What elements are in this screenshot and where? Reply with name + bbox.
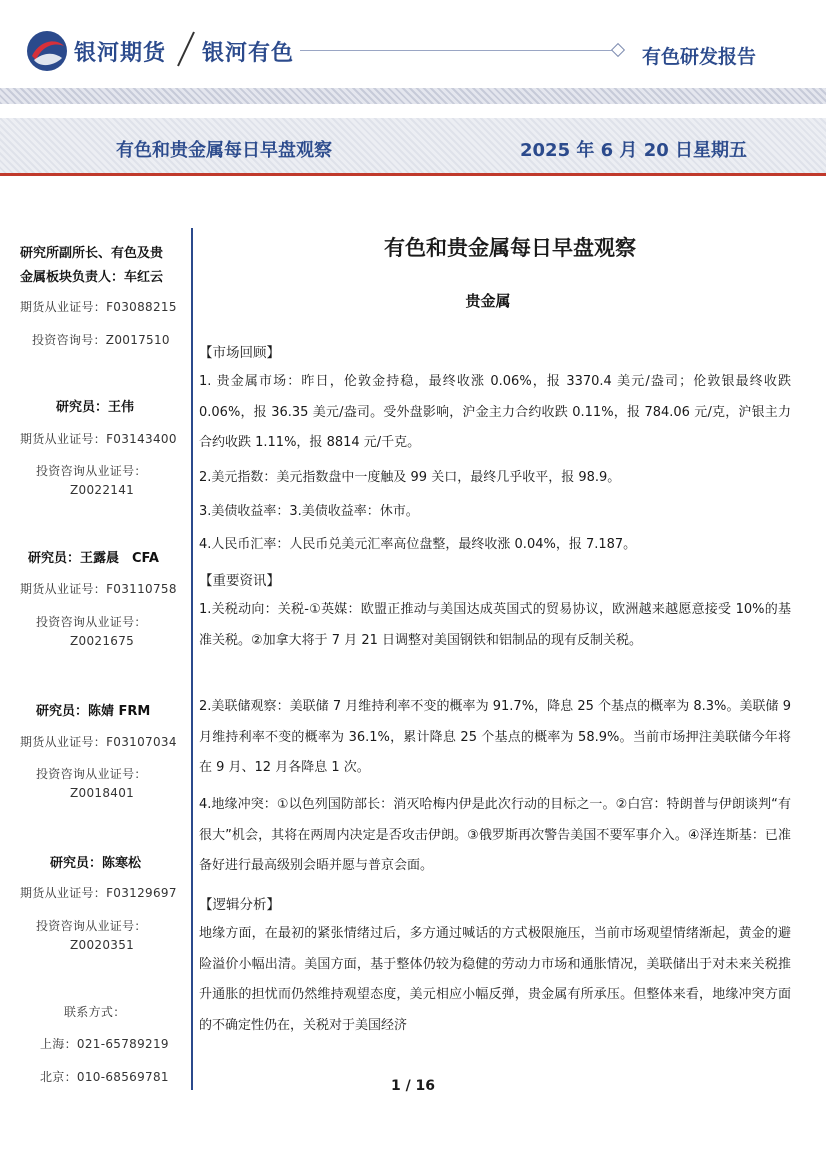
contact-label: 联系方式： bbox=[64, 1005, 126, 1019]
banner-title: 有色和贵金属每日早盘观察 bbox=[116, 140, 332, 161]
analyst-name: 研究员：王露晨 CFA bbox=[28, 551, 159, 566]
contact-shanghai: 上海：021-65789219 bbox=[40, 1037, 169, 1051]
analyst-name: 研究员：陈寒松 bbox=[50, 856, 142, 871]
review-item: 2.美元指数：美元指数盘中一度触及 99 关口，最终几乎收平，报 98.9。 bbox=[199, 470, 621, 485]
analyst-advisory-license-label: 投资咨询从业证号： bbox=[36, 615, 147, 629]
news-item: 4.地缘冲突：①以色列国防部长：消灭哈梅内伊是此次行动的目标之一。②白宫：特朗普与伊朗谈判“有很大”机会，其将在两周内决定是否攻击伊朗。③俄罗斯再次警告美国不要军事介入。④泽连斯基：已准备好进行最高级别会晤并愿与普京会面。 bbox=[199, 797, 791, 873]
section-subtitle: 贵金属 bbox=[465, 292, 511, 310]
analyst-name: 研究员：王伟 bbox=[56, 400, 135, 415]
review-item: 4.人民币汇率：人民币兑美元汇率高位盘整，最终收涨 0.04%，报 7.187。 bbox=[199, 537, 637, 552]
review-item: 1. 贵金属市场：昨日，伦敦金持稳，最终收涨 0.06%，报 3370.4 美元/盎司；伦敦银最终收跌 0.06%，报 36.35 美元/盎司。受外盘影响，沪金主力合约收跌 0.11%，报 784.06 元/克，沪银主力合约收跌 1.11%，报 8814 元/千克。 bbox=[199, 374, 791, 450]
analyst-advisory-license-label: 投资咨询从业证号： bbox=[36, 767, 147, 781]
diamond-icon bbox=[611, 43, 625, 57]
analyst-advisory-license-code: Z0021675 bbox=[70, 634, 135, 648]
header-stripe-band bbox=[0, 88, 826, 104]
lead-role-line1: 研究所副所长、有色及贵 bbox=[20, 246, 164, 261]
document-title: 有色和贵金属每日早盘观察 bbox=[384, 236, 636, 260]
lead-futures-license: 期货从业证号：F03088215 bbox=[20, 300, 177, 314]
analyst-futures-license: 期货从业证号：F03129697 bbox=[20, 886, 177, 900]
banner-red-rule bbox=[0, 173, 826, 176]
sidebar-divider bbox=[191, 228, 193, 1090]
review-item: 3.美债收益率：3.美债收益率：休市。 bbox=[199, 504, 419, 519]
analyst-futures-license: 期货从业证号：F03143400 bbox=[20, 432, 177, 446]
analyst-name: 研究员：陈婧 FRM bbox=[36, 704, 151, 719]
lead-role-line2: 金属板块负责人：车红云 bbox=[20, 270, 164, 285]
banner-date: 2025 年 6 月 20 日星期五 bbox=[520, 140, 748, 161]
analyst-futures-license: 期货从业证号：F03110758 bbox=[20, 582, 177, 596]
analyst-advisory-license-code: Z0022141 bbox=[70, 483, 135, 497]
analyst-advisory-license-label: 投资咨询从业证号： bbox=[36, 919, 147, 933]
section-heading-review: 【市场回顾】 bbox=[199, 345, 280, 361]
logic-analysis-text: 地缘方面，在最初的紧张情绪过后，多方通过喊话的方式极限施压，当前市场观望情绪渐起，黄金的避险溢价小幅出清。美国方面，基于整体仍较为稳健的劳动力市场和通胀情况，美联储出于对未来关税推升通胀的担忧而仍然维持观望态度，美元相应小幅反弹，贵金属有所承压。但整体来看，地缘冲突方面的不确定性仍在，关税对于美国经济 bbox=[199, 926, 791, 1033]
contact-beijing: 北京：010-68569781 bbox=[40, 1070, 169, 1084]
header-slash-divider bbox=[174, 30, 198, 68]
news-item: 1.关税动向：关税-①英媒：欧盟正推动与美国达成英国式的贸易协议，欧洲越来越愿意接受 10%的基准关税。②加拿大将于 7 月 21 日调整对美国钢铁和铝制品的现有反制关税。 bbox=[199, 602, 791, 648]
news-item: 2.美联储观察：美联储 7 月维持利率不变的概率为 91.7%，降息 25 个基点的概率为 8.3%。美联储 9 月维持利率不变的概率为 36.1%，累计降息 25 个基点的概率为 58.9%。当前市场押注美联储今年将在 9 月、12 月各降息 1 次。 bbox=[199, 699, 791, 775]
galaxy-futures-logo-icon bbox=[26, 30, 68, 72]
section-heading-logic: 【逻辑分析】 bbox=[199, 897, 280, 913]
report-type: 有色研发报告 bbox=[642, 46, 757, 68]
lead-advisory-license: 投资咨询号：Z0017510 bbox=[32, 333, 170, 347]
analyst-futures-license: 期货从业证号：F03107034 bbox=[20, 735, 177, 749]
division-name: 银河有色 bbox=[202, 41, 295, 66]
analyst-advisory-license-label: 投资咨询从业证号： bbox=[36, 464, 147, 478]
analyst-advisory-license-code: Z0018401 bbox=[70, 786, 135, 800]
analyst-advisory-license-code: Z0020351 bbox=[70, 938, 135, 952]
brand-name: 银河期货 bbox=[74, 41, 167, 66]
page-number: 1 / 16 bbox=[390, 1078, 436, 1094]
section-heading-news: 【重要资讯】 bbox=[199, 573, 280, 589]
header-rule bbox=[300, 50, 616, 51]
